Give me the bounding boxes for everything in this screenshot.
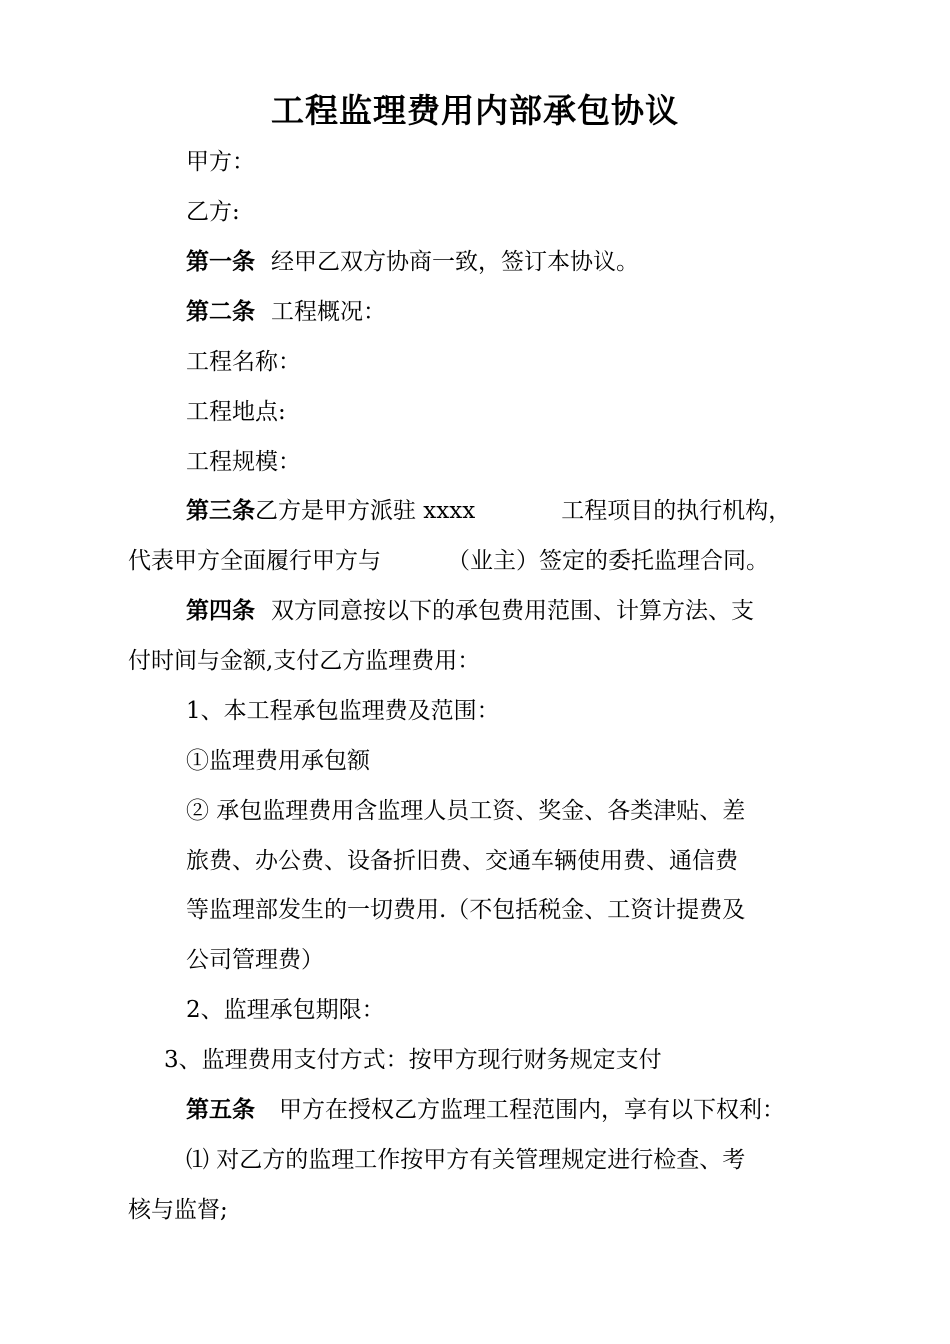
article-1-label: 第一条 [186,249,255,275]
item-1: 1、本工程承包监理费及范围： [186,698,500,724]
right-1-line-2: 核与监督; [128,1197,228,1223]
article-2 [186,297,386,327]
party-a-label: 甲方： [186,149,255,175]
article-1-text: 经甲乙双方协商一致，签订本协议。 [271,249,639,275]
article-1 [186,247,639,277]
document-title: 工程监理费用内部承包协议 [271,91,679,130]
article-4-line-1 [186,596,754,626]
item-1-b-line-2: 旅费、办公费、设备折旧费、交通车辆使用费、通信费 [186,848,738,874]
item-2: 2、监理承包期限： [186,997,385,1023]
item-3: 3、监理费用支付方式：按甲方现行财务规定支付 [164,1047,662,1073]
article-3-line-2-a: 代表甲方全面履行甲方与 [128,548,381,574]
party-b-label: 乙方: [186,199,240,225]
right-1-line-1: ⑴ 对乙方的监理工作按甲方有关管理规定进行检查、考 [186,1147,746,1173]
article-5-text: 甲方在授权乙方监理工程范围内，享有以下权利： [279,1097,785,1123]
project-name-label: 工程名称： [186,349,301,375]
article-4-label: 第四条 [186,598,255,624]
article-4-text: 双方同意按以下的承包费用范围、计算方法、支 [271,598,754,624]
article-4-line-2: 付时间与金额,支付乙方监理费用： [128,648,481,674]
article-3-line-2-b: （业主）签定的委托监理合同。 [447,548,769,574]
item-1-b-line-1: ② 承包监理费用含监理人员工资、奖金、各类津贴、差 [186,798,746,824]
project-location-label: 工程地点: [186,399,286,425]
item-1-a: ①监理费用承包额 [186,748,370,774]
item-1-b-line-4: 公司管理费） [186,947,324,973]
project-scale-label: 工程规模： [186,449,301,475]
article-3-text-a: 乙方是甲方派驻 xxxx [255,498,476,524]
article-3-text-b: 工程项目的执行机构， [561,498,792,524]
article-3-line-2 [128,546,769,576]
item-1-b-line-3: 等监理部发生的一切费用.（不包括税金、工资计提费及 [186,897,746,923]
article-2-text: 工程概况： [271,299,386,325]
article-5 [186,1095,785,1125]
article-5-label: 第五条 [186,1097,255,1123]
article-3-label: 第三条 [186,498,255,524]
article-3-line-1 [186,496,791,526]
article-2-label: 第二条 [186,299,255,325]
